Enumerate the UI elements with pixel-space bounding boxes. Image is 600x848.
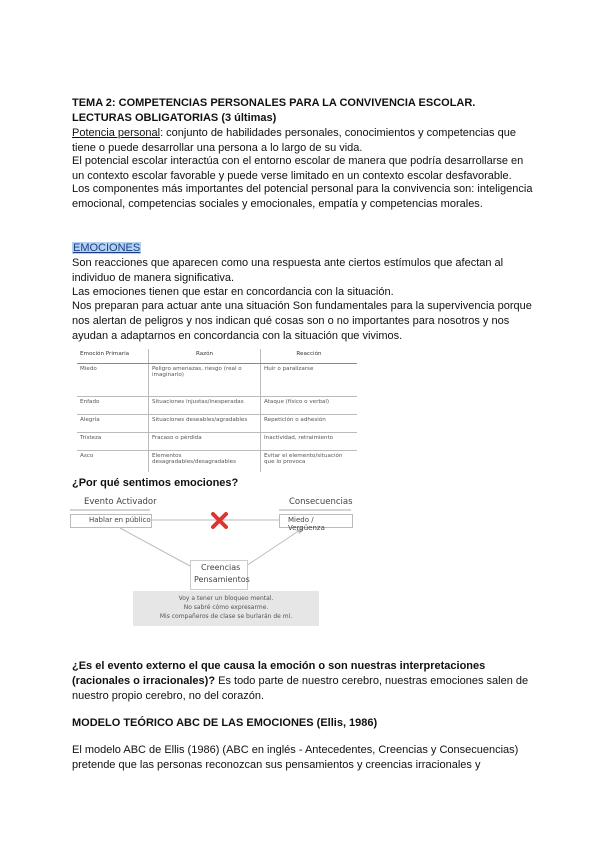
beliefs-to-consequence-arrow — [246, 528, 303, 566]
table-header: Emoción Primaria — [77, 349, 149, 364]
table-cell: Fracaso o pérdida — [149, 433, 261, 451]
table-cell: Situaciones deseables/agradables — [149, 415, 261, 433]
beliefs-title-1: Creencias — [201, 563, 241, 572]
potencial-escolar-paragraph: El potencial escolar interactúa con el entorno escolar de manera que podría desarrollarse en un contexto escolar favorable y puede verse limitado en un contexto escolar desfavorable. — [72, 155, 524, 182]
beliefs-title-2: Pensamientos — [194, 575, 250, 584]
question-bold: ¿Es el evento externo el que causa la emoción o son nuestras interpretaciones (racionales o irracionales)? — [72, 660, 486, 687]
event-box — [70, 514, 152, 528]
table-cell: Enfado — [77, 397, 149, 415]
consequences-title: Consecuencias — [289, 497, 353, 507]
topic-heading-line1: TEMA 2: COMPETENCIAS PERSONALES PARA LA CONVIVENCIA ESCOLAR. — [72, 97, 476, 109]
event-value: Hablar en público — [89, 516, 151, 524]
event-title: Evento Activador — [84, 497, 157, 507]
beliefs-box — [190, 560, 248, 590]
table-cell: Alegría — [77, 415, 149, 433]
event-to-beliefs-arrow — [120, 528, 190, 566]
emociones-title: EMOCIONES — [73, 242, 141, 254]
table-cell: Asco — [77, 451, 149, 473]
beliefs-thoughts-box — [133, 591, 319, 626]
model-heading: MODELO TEÓRICO ABC DE LAS EMOCIONES (Ellis, 1986) — [72, 717, 378, 729]
table-cell: Evitar el elemento/situación que lo provoca — [264, 453, 343, 465]
componentes-paragraph: Los componentes más importantes del potencial personal para la convivencia son: inteligencia emocional, competencias sociales y emocionales, empatía y competencias morales. — [72, 183, 533, 210]
table-cell: Ataque (físico o verbal) — [261, 397, 358, 415]
table-cell: Repetición o adhesión — [261, 415, 358, 433]
consequences-box — [279, 514, 353, 532]
table-cell: Tristeza — [77, 433, 149, 451]
model-paragraph: El modelo ABC de Ellis (1986) (ABC en inglés - Antecedentes, Creencias y Consecuencias) pretende que las personas reconozcan sus pensamientos y creencias irracionales y — [72, 744, 519, 771]
table-cell: Huir o paralizarse — [261, 364, 358, 397]
potencia-personal-definition: : conjunto de habilidades personales, conocimientos y competencias que tiene o puede desarrollar una persona a lo largo de su vida. — [72, 127, 516, 154]
table-header: Razón — [149, 349, 261, 364]
potencia-personal-term: Potencia personal — [72, 127, 161, 139]
table-cell: Situaciones injustas/inesperadas — [149, 397, 261, 415]
belief-line: No sabré cómo expresarme. — [183, 604, 269, 611]
consequences-value: Miedo / Vergüenza — [288, 516, 325, 532]
question-answer: Es todo parte de nuestro cerebro, nuestras emociones salen de nuestro propio cerebro, no del corazón. — [72, 675, 529, 702]
table-cell: Elementos desagradables/desagradables — [149, 451, 261, 473]
question-paragraph — [72, 659, 534, 704]
table-cell: Peligro amenazas, riesgo (real o imaginario) — [149, 364, 261, 397]
table-cell: Inactividad, retraimiento — [261, 433, 358, 451]
emociones-function: Nos preparan para actuar ante una situación Son fundamentales para la supervivencia porque nos alertan de peligros y nos indican qué cosas son o no importantes para nosotros y nos ayudan a adaptarnos en concordancia con la situación que vivimos. — [72, 300, 532, 342]
emociones-definition: Son reacciones que aparecen como una respuesta ante ciertos estímulos que afectan al individuo de manera significativa. — [72, 257, 504, 284]
table-cell: Miedo — [77, 364, 149, 397]
belief-line: Voy a tener un bloqueo mental. — [178, 595, 274, 602]
table-header: Reacción — [261, 349, 358, 364]
emociones-concordancia: Las emociones tienen que estar en concordancia con la situación. — [72, 286, 394, 298]
belief-line: Mis compañeros de clase se burlarán de mí. — [159, 613, 293, 620]
why-heading: ¿Por qué sentimos emociones? — [72, 477, 239, 489]
topic-heading-line2: LECTURAS OBLIGATORIAS (3 últimas) — [72, 112, 277, 124]
